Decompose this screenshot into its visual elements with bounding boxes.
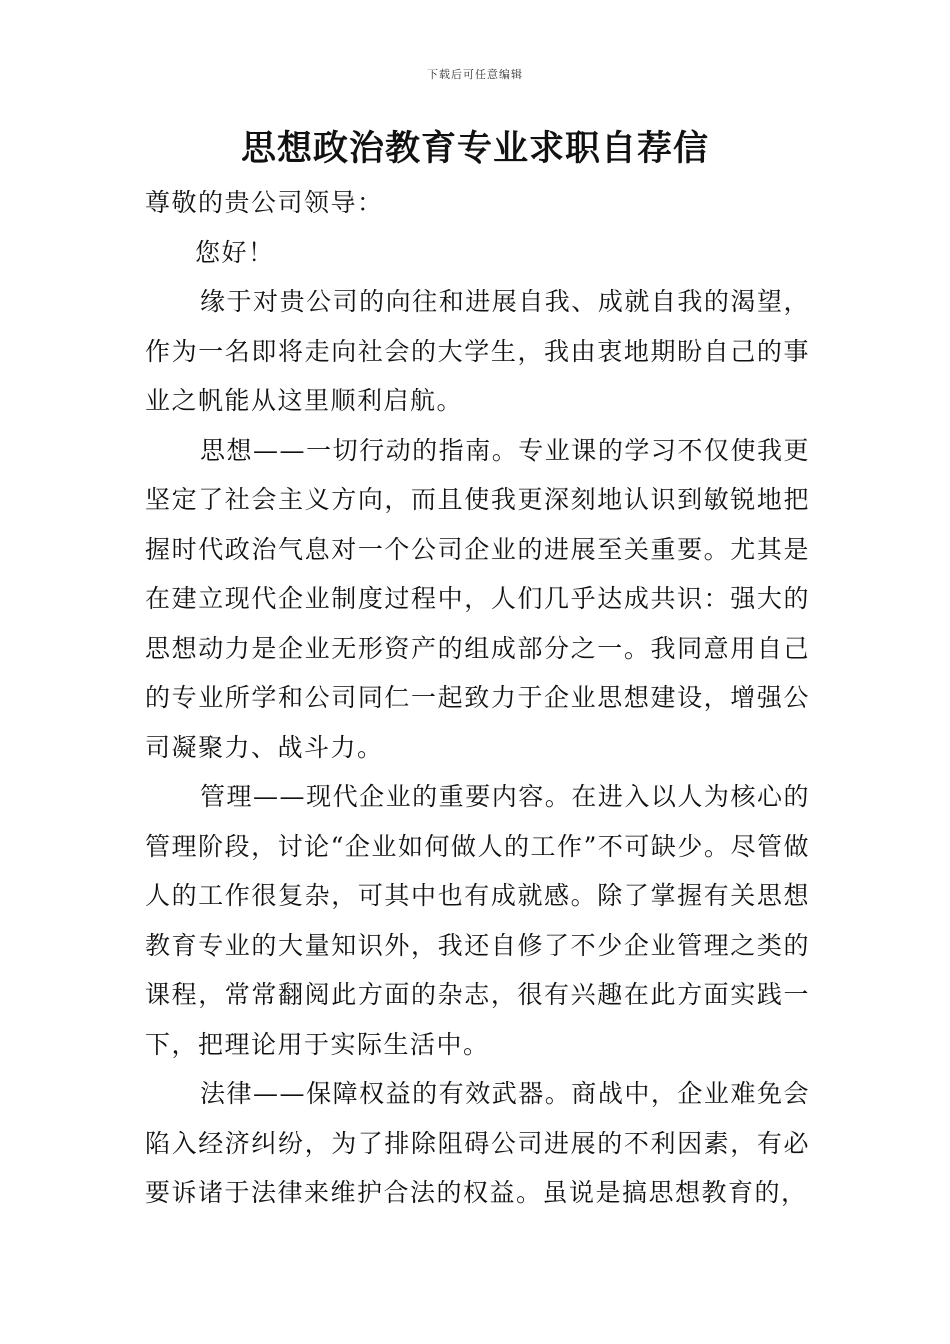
paragraph-law: 法律——保障权益的有效武器。商战中，企业难免会陷入经济纠纷，为了排除阻碍公司进展的不利因素，有必要诉诸于法律来维护合法的权益。虽说是搞思想教育的， — [145, 1079, 810, 1207]
greeting: 您好！ — [195, 237, 275, 267]
paragraph-thought: 思想——一切行动的指南。专业课的学习不仅使我更坚定了社会主义方向，而且使我更深刻地认识到敏锐地把握时代政治气息对一个公司企业的进展至关重要。尤其是在建立现代企业制度过程中，人们几乎达成共识：强大的思想动力是企业无形资产的组成部分之一。我同意用自己的专业所学和公司同仁一起致力于企业思想建设，增强公司凝聚力、战斗力。 — [145, 435, 810, 762]
letter-body — [145, 178, 810, 1218]
salutation: 尊敬的贵公司领导： — [145, 188, 384, 217]
header-note: 下载后可任意编辑 — [427, 68, 523, 81]
paragraph-management: 管理——现代企业的重要内容。在进入以人为核心的管理阶段，讨论“企业如何做人的工作”不可缺少。尽管做人的工作很复杂，可其中也有成就感。除了掌握有关思想教育专业的大量知识外，我还自修了不少企业管理之类的课程，常常翻阅此方面的杂志，很有兴趣在此方面实践一下，把理论用于实际生活中。 — [145, 782, 810, 1059]
paragraph-intro: 缘于对贵公司的向往和进展自我、成就自我的渴望，作为一名即将走向社会的大学生，我由衷地期盼自己的事业之帆能从这里顺利启航。 — [145, 287, 810, 415]
document-title: 思想政治教育专业求职自荐信 — [240, 129, 709, 169]
